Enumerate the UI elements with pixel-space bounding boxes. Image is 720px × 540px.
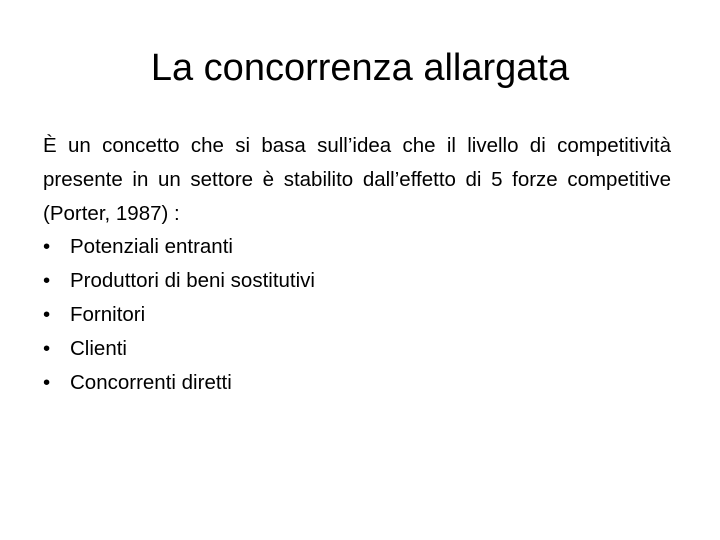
bullet-text: Produttori di beni sostitutivi	[70, 269, 315, 293]
bullet-text: Clienti	[70, 336, 127, 360]
bullet-icon: •	[43, 336, 51, 360]
bullet-icon: •	[43, 269, 51, 293]
bullet-item-clienti	[43, 332, 671, 366]
slide-body	[43, 129, 671, 399]
bullet-item-potenziali-entranti	[43, 230, 671, 264]
bullet-text: Potenziali entranti	[70, 235, 233, 259]
bullet-icon: •	[43, 302, 51, 326]
bullet-item-concorrenti-diretti	[43, 366, 671, 400]
bullet-text: Concorrenti diretti	[70, 370, 232, 394]
bullet-text: Fornitori	[70, 302, 146, 326]
bullet-item-produttori-beni-sostitutivi	[43, 264, 671, 298]
bullet-item-fornitori	[43, 298, 671, 332]
bullet-icon: •	[43, 235, 51, 259]
bullet-icon: •	[43, 370, 51, 394]
intro-paragraph: È un concetto che si basa sull’idea che il livello di competitività presente in un settore è stabilito dall’effetto di 5 forze competitive (Porter, 1987) :	[43, 134, 671, 225]
slide-title: La concorrenza allargata	[150, 47, 570, 89]
bullet-list	[43, 230, 671, 399]
